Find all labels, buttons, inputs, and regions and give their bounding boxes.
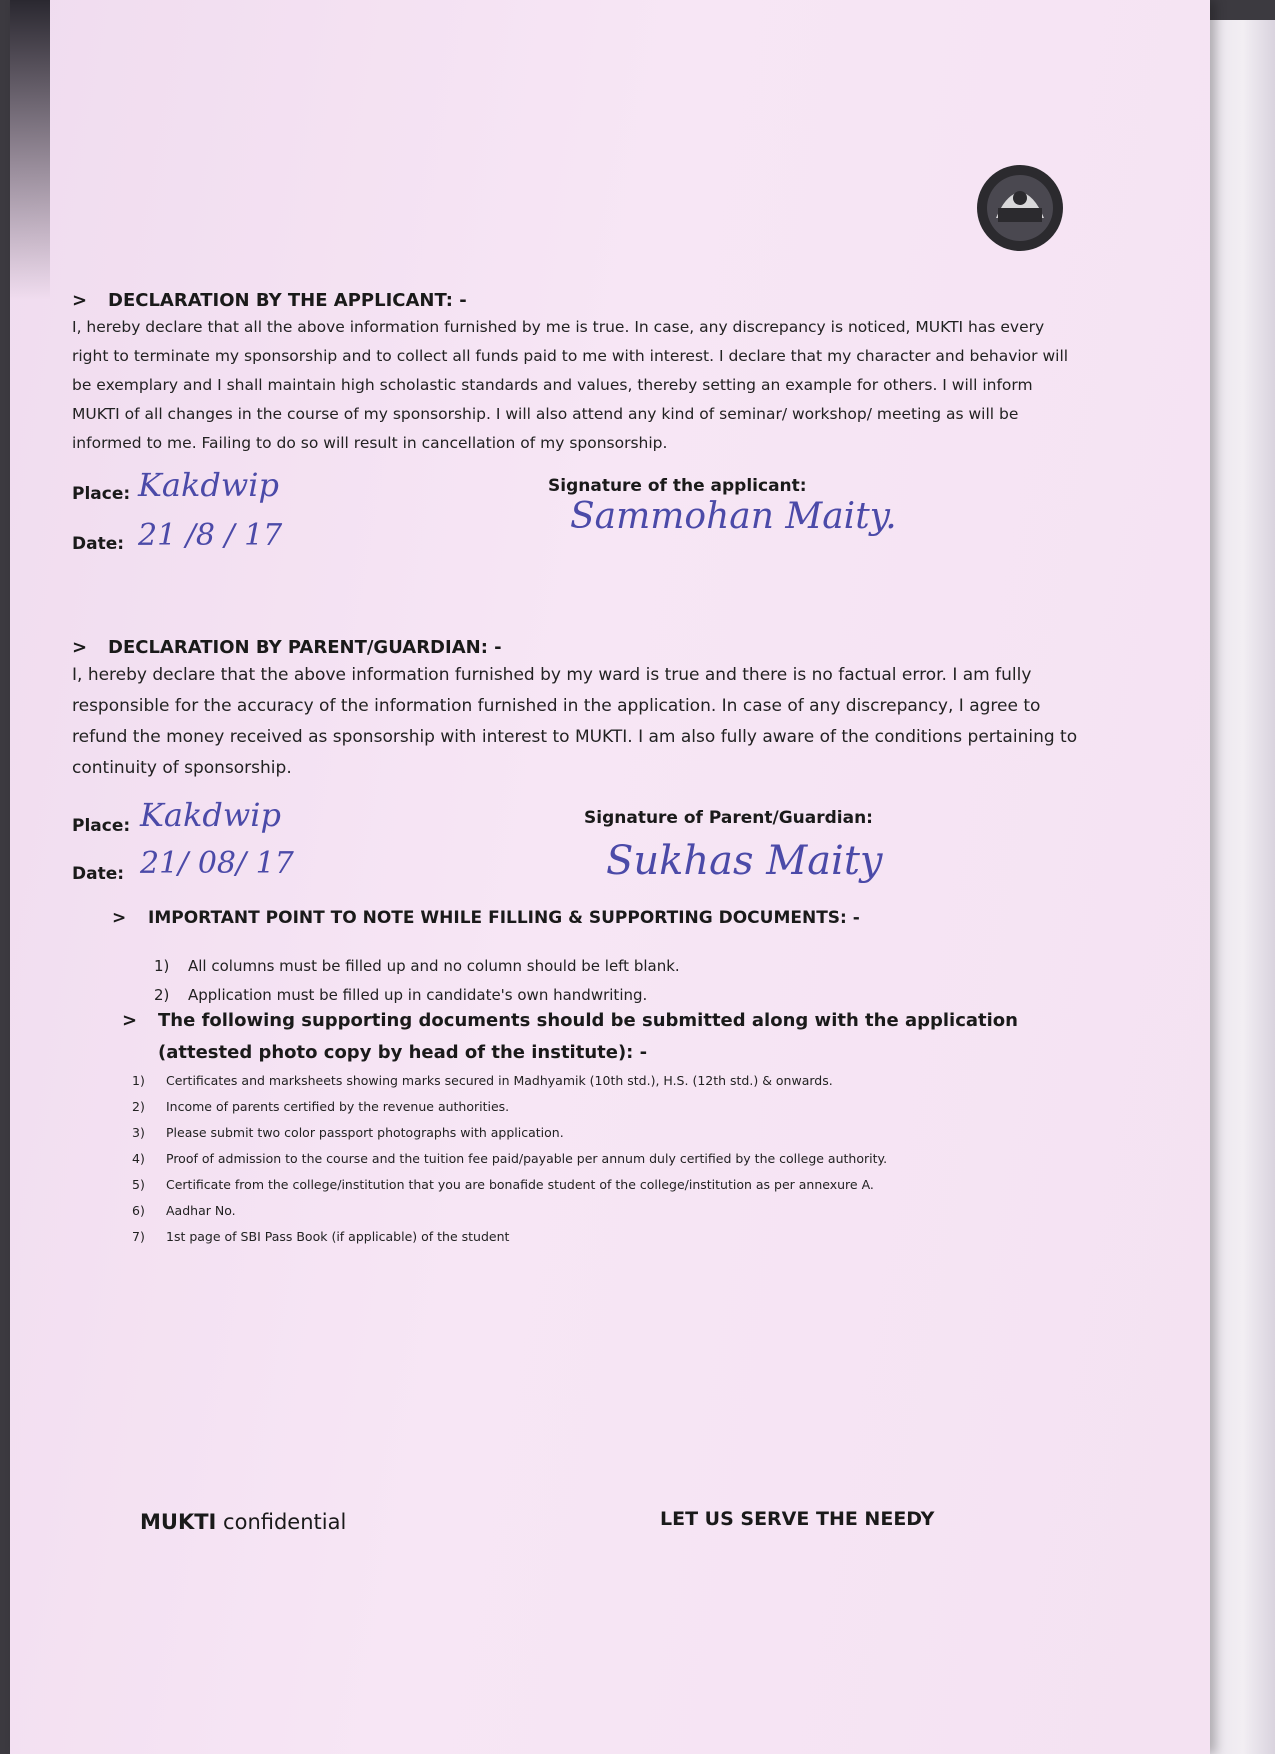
list-item: 1) All columns must be filled up and no column should be left blank.	[154, 957, 680, 975]
list-item: 4) Proof of admission to the course and the tuition fee paid/payable per annum duly certified by the college authority.	[132, 1151, 888, 1166]
guardian-date-value: 21/ 08/ 17	[140, 846, 294, 881]
footer-confidential: MUKTI confidential	[140, 1510, 347, 1534]
guardian-place-value: Kakdwip	[140, 796, 281, 834]
applicant-date-value: 21 /8 / 17	[138, 518, 283, 553]
applicant-signature-label: Signature of the applicant:	[548, 476, 807, 496]
list-item: 6) Aadhar No.	[132, 1203, 236, 1218]
footer-motto: LET US SERVE THE NEEDY	[660, 1508, 935, 1530]
applicant-declaration-heading: > DECLARATION BY THE APPLICANT: -	[72, 290, 467, 311]
guardian-signature: Sukhas Maity	[606, 838, 883, 884]
bullet-icon: >	[112, 908, 127, 928]
applicant-date-label: Date:	[72, 534, 125, 554]
guardian-date-label: Date:	[72, 864, 125, 884]
list-item: 5) Certificate from the college/institution that you are bonafide student of the college/institution as per annexure A.	[132, 1177, 874, 1192]
document-page	[10, 0, 1210, 1754]
applicant-declaration-text: I, hereby declare that all the above information furnished by me is true. In case, any discrepancy is noticed, MUKTI has every right to terminate my sponsorship and to collect all funds paid to me with interest. I declare that my character and behavior will be exemplary and I shall maintain high scholastic standards and values, thereby setting an example for others. I will inform MUKTI of all changes in the course of my sponsorship. I will also attend any kind of seminar/ workshop/ meeting as will be informed to me. Failing to do so will result in cancellation of my sponsorship.	[72, 318, 1069, 452]
list-item: 7) 1st page of SBI Pass Book (if applicable) of the student	[132, 1229, 510, 1244]
applicant-place-label: Place:	[72, 484, 131, 504]
scan-shadow	[10, 0, 50, 300]
guardian-place-label: Place:	[72, 816, 131, 836]
list-item: 2) Income of parents certified by the revenue authorities.	[132, 1099, 510, 1114]
guardian-signature-label: Signature of Parent/Guardian:	[584, 808, 873, 828]
important-points-heading: > IMPORTANT POINT TO NOTE WHILE FILLING & SUPPORTING DOCUMENTS: -	[112, 908, 860, 928]
supporting-documents-heading: > The following supporting documents should be submitted along with the application (attested photo copy by head of the institute): -	[122, 1005, 1052, 1069]
bullet-icon: >	[122, 1010, 138, 1031]
applicant-signature: Sammohan Maity.	[570, 496, 897, 537]
applicant-place-value: Kakdwip	[138, 466, 279, 504]
list-item: 2) Application must be filled up in candidate's own handwriting.	[154, 986, 648, 1004]
mukti-logo	[976, 164, 1064, 252]
guardian-declaration-text: I, hereby declare that the above information furnished by my ward is true and there is no factual error. I am fully responsible for the accuracy of the information furnished in the application. In case of any discrepancy, I agree to refund the money received as sponsorship with interest to MUKTI. I am also fully aware of the conditions pertaining to continuity of sponsorship.	[72, 665, 1078, 778]
supporting-documents-list	[132, 1068, 887, 1250]
bullet-icon: >	[72, 637, 88, 658]
guardian-declaration-heading: > DECLARATION BY PARENT/GUARDIAN: -	[72, 637, 502, 658]
list-item: 3) Please submit two color passport photographs with application.	[132, 1125, 564, 1140]
bullet-icon: >	[72, 290, 88, 311]
list-item: 1) Certificates and marksheets showing marks secured in Madhyamik (10th std.), H.S. (12th std.) & onwards.	[132, 1073, 833, 1088]
important-points-list	[154, 952, 680, 1010]
mukti-logo-icon	[976, 164, 1064, 252]
